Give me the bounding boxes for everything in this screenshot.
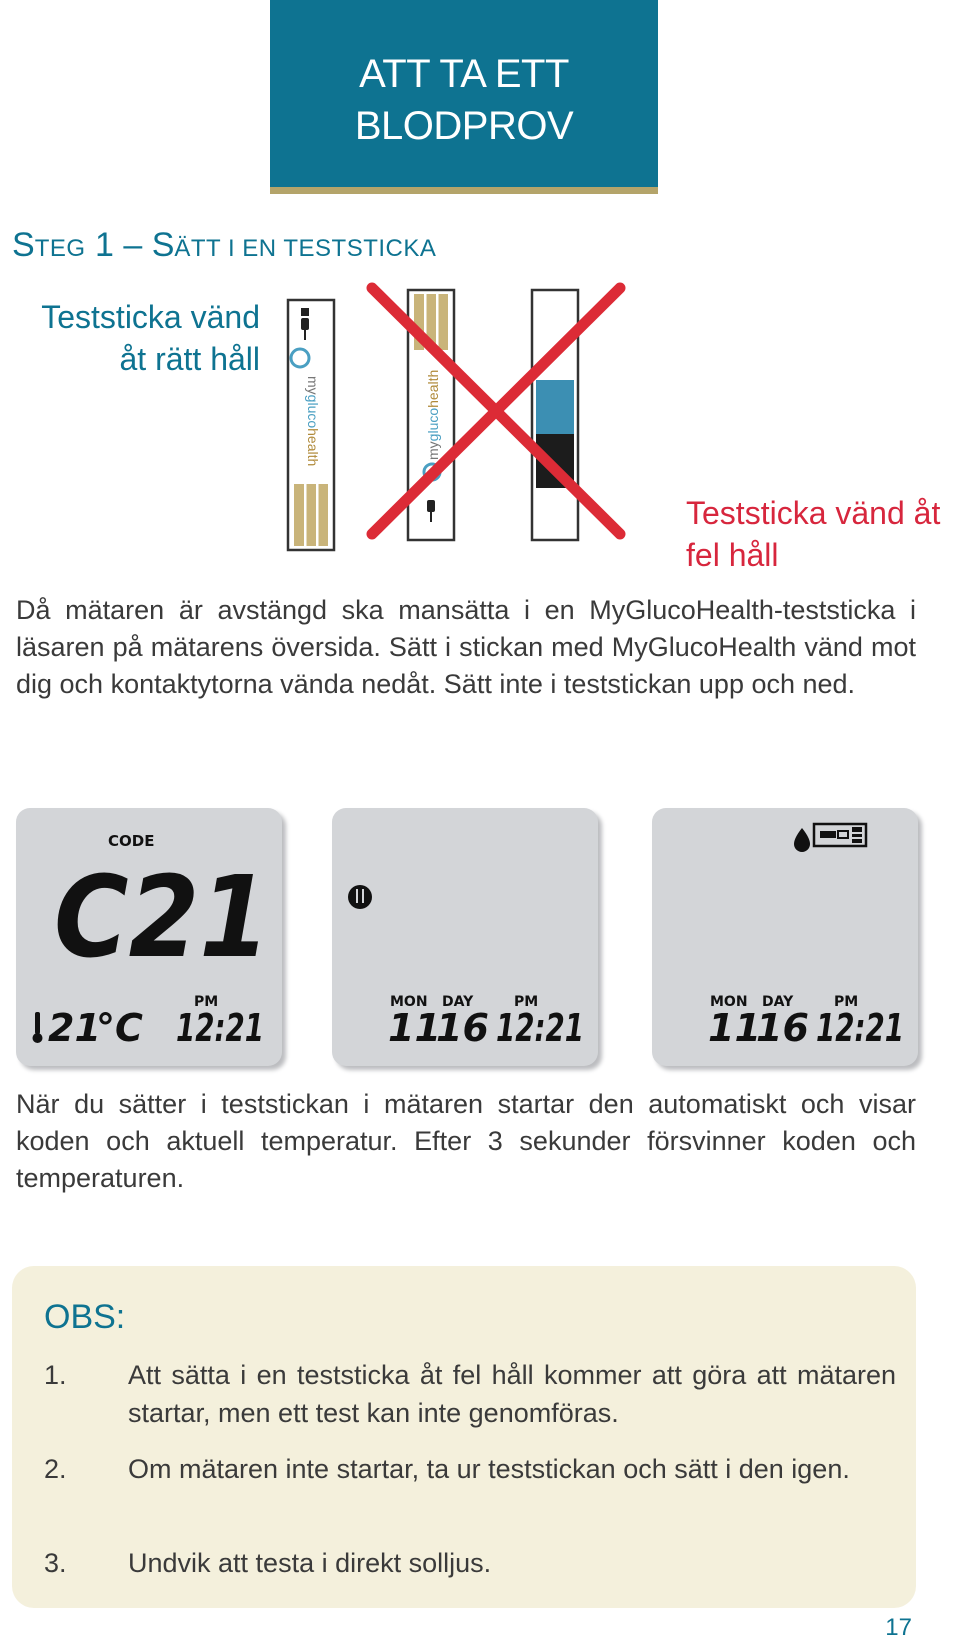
svg-text:myglucohealth: myglucohealth: [305, 376, 321, 467]
note-item-number: 1.: [44, 1360, 67, 1390]
step-heading: STEG 1 – SÄTT I EN TESTSTICKA: [12, 226, 437, 264]
note-item: [44, 1356, 896, 1436]
lcd-display-blood: [652, 808, 918, 1066]
page-number: 17: [885, 1614, 912, 1641]
chapter-header: [270, 0, 658, 194]
wrong-orientation-label: Teststicka vänd åt fel håll: [686, 495, 941, 573]
day-value: 16: [756, 1006, 809, 1050]
test-strip-backside: [532, 290, 578, 540]
note-item: [44, 1544, 896, 1584]
blood-drop-icon: [794, 828, 810, 852]
note-item-text: Att sätta i en teststicka åt fel håll kommer att göra att mätaren startar, men ett test kan inte genomföras.: [128, 1360, 896, 1428]
note-item: [44, 1450, 896, 1530]
correct-orientation-label: Teststicka vänd åt rätt håll: [41, 299, 260, 377]
instruction-paragraph-2: När du sätter i teststickan i mätaren startar den automatiskt och visar koden och aktuell temperatur. Efter 3 sekunder försvinner koden och temperaturen.: [16, 1089, 916, 1193]
test-strip-correct: [288, 300, 334, 550]
mon-label: MON: [710, 994, 748, 1010]
chapter-title: ATT TA ETT BLODPROV: [354, 52, 574, 148]
temperature-unit: °C: [96, 1006, 143, 1050]
note-item-text: Om mätaren inte startar, ta ur teststickan och sätt i den igen.: [128, 1454, 850, 1484]
month-value: 11: [708, 1006, 761, 1050]
time-value: 12:21: [176, 1006, 264, 1050]
note-box: [12, 1266, 916, 1608]
thermometer-icon: [33, 1012, 43, 1043]
month-value: 11: [388, 1006, 441, 1050]
time-value: 12:21: [496, 1006, 584, 1050]
day-label: DAY: [762, 994, 794, 1010]
note-title: OBS:: [44, 1298, 126, 1336]
test-strip-icon: [814, 824, 866, 846]
pm-label: PM: [834, 994, 859, 1010]
pm-label: PM: [514, 994, 539, 1010]
lcd-display-code: [16, 808, 282, 1066]
instruction-paragraph-1: Då mätaren är avstängd ska mansätta i en MyGlucoHealth-teststicka i läsaren på mätarens översida. Sätt i stickan med MyGlucoHealth vänd mot dig och kontaktytorna vända nedåt. Sätt inte i teststickan upp och ned.: [16, 595, 916, 699]
svg-text:myglucohealth: myglucohealth: [425, 369, 441, 460]
note-item-number: 2.: [44, 1454, 67, 1484]
mon-label: MON: [390, 994, 428, 1010]
note-item-number: 3.: [44, 1548, 67, 1578]
code-value: C21: [54, 853, 270, 983]
time-value: 12:21: [816, 1006, 904, 1050]
note-item-text: Undvik att testa i direkt solljus.: [128, 1548, 492, 1578]
day-label: DAY: [442, 994, 474, 1010]
meal-icon: [348, 885, 372, 909]
pm-label: PM: [194, 994, 219, 1010]
test-strips-illustration: [280, 288, 660, 568]
day-value: 16: [436, 1006, 489, 1050]
code-label: CODE: [108, 832, 155, 850]
lcd-display-meal: [332, 808, 598, 1066]
temperature-value: 21: [48, 1006, 101, 1050]
